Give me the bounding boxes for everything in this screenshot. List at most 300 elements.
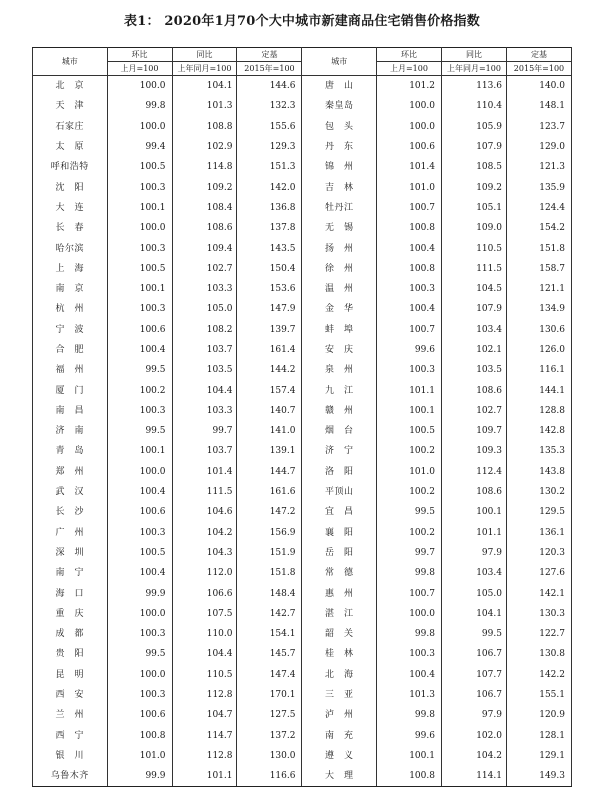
table-row: [33, 543, 572, 563]
left-base-cell: 150.4: [237, 259, 302, 279]
left-mom-cell: 99.5: [107, 360, 172, 380]
right-base-cell: 142.8: [506, 421, 571, 441]
right-mom-cell: 99.6: [376, 726, 441, 746]
left-yoy-cell: 108.2: [172, 320, 237, 340]
right-yoy-cell: 113.6: [441, 76, 506, 97]
right-mom-cell: 101.1: [376, 380, 441, 400]
right-mom-cell: 100.8: [376, 259, 441, 279]
header-yoy-right: 同比: [441, 48, 506, 62]
left-yoy-cell: 103.7: [172, 340, 237, 360]
right-yoy-cell: 112.4: [441, 462, 506, 482]
table-row: [33, 137, 572, 157]
right-mom-cell: 101.2: [376, 76, 441, 97]
table-row: [33, 563, 572, 583]
right-mom-cell: 101.0: [376, 462, 441, 482]
left-mom-cell: 100.3: [107, 177, 172, 197]
right-yoy-cell: 110.5: [441, 238, 506, 258]
right-base-cell: 128.1: [506, 726, 571, 746]
right-yoy-cell: 104.5: [441, 279, 506, 299]
right-city-cell: 三 亚: [302, 685, 377, 705]
left-yoy-cell: 112.0: [172, 563, 237, 583]
right-mom-cell: 100.2: [376, 441, 441, 461]
right-yoy-cell: 108.6: [441, 482, 506, 502]
left-yoy-cell: 104.1: [172, 76, 237, 97]
left-mom-cell: 100.5: [107, 543, 172, 563]
left-yoy-cell: 107.5: [172, 604, 237, 624]
left-base-cell: 144.6: [237, 76, 302, 97]
table-row: [33, 340, 572, 360]
header-mom-sub-right: 上月=100: [376, 62, 441, 76]
right-city-cell: 泸 州: [302, 705, 377, 725]
table-row: [33, 502, 572, 522]
left-city-cell: 深 圳: [33, 543, 108, 563]
left-city-cell: 济 南: [33, 421, 108, 441]
table-row: [33, 279, 572, 299]
left-yoy-cell: 111.5: [172, 482, 237, 502]
right-mom-cell: 99.7: [376, 543, 441, 563]
right-city-cell: 蚌 埠: [302, 320, 377, 340]
right-base-cell: 142.1: [506, 583, 571, 603]
right-mom-cell: 100.6: [376, 137, 441, 157]
left-yoy-cell: 101.1: [172, 766, 237, 787]
right-yoy-cell: 102.7: [441, 401, 506, 421]
right-base-cell: 135.3: [506, 441, 571, 461]
left-mom-cell: 100.1: [107, 279, 172, 299]
left-city-cell: 西 宁: [33, 726, 108, 746]
right-base-cell: 154.2: [506, 218, 571, 238]
left-mom-cell: 99.5: [107, 644, 172, 664]
left-base-cell: 147.2: [237, 502, 302, 522]
left-yoy-cell: 99.7: [172, 421, 237, 441]
right-mom-cell: 99.5: [376, 502, 441, 522]
left-base-cell: 136.8: [237, 198, 302, 218]
right-base-cell: 120.3: [506, 543, 571, 563]
right-city-cell: 济 宁: [302, 441, 377, 461]
left-yoy-cell: 103.3: [172, 279, 237, 299]
left-base-cell: 142.0: [237, 177, 302, 197]
right-mom-cell: 100.1: [376, 401, 441, 421]
right-city-cell: 无 锡: [302, 218, 377, 238]
right-yoy-cell: 102.1: [441, 340, 506, 360]
table-row: [33, 482, 572, 502]
right-mom-cell: 99.8: [376, 624, 441, 644]
left-city-cell: 广 州: [33, 523, 108, 543]
right-mom-cell: 100.5: [376, 421, 441, 441]
left-mom-cell: 100.1: [107, 198, 172, 218]
right-mom-cell: 100.1: [376, 746, 441, 766]
left-city-cell: 成 都: [33, 624, 108, 644]
left-mom-cell: 100.6: [107, 705, 172, 725]
left-base-cell: 161.4: [237, 340, 302, 360]
right-city-cell: 北 海: [302, 665, 377, 685]
left-yoy-cell: 102.7: [172, 259, 237, 279]
table-body: [33, 76, 572, 787]
left-base-cell: 116.6: [237, 766, 302, 787]
left-city-cell: 昆 明: [33, 665, 108, 685]
right-city-cell: 泉 州: [302, 360, 377, 380]
left-city-cell: 沈 阳: [33, 177, 108, 197]
right-city-cell: 金 华: [302, 299, 377, 319]
left-mom-cell: 100.0: [107, 462, 172, 482]
left-yoy-cell: 112.8: [172, 685, 237, 705]
left-base-cell: 144.2: [237, 360, 302, 380]
right-city-cell: 南 充: [302, 726, 377, 746]
right-base-cell: 124.4: [506, 198, 571, 218]
right-mom-cell: 99.8: [376, 563, 441, 583]
right-mom-cell: 100.8: [376, 218, 441, 238]
left-mom-cell: 101.0: [107, 746, 172, 766]
left-yoy-cell: 104.7: [172, 705, 237, 725]
table-row: [33, 583, 572, 603]
left-mom-cell: 99.9: [107, 766, 172, 787]
left-mom-cell: 100.0: [107, 218, 172, 238]
right-mom-cell: 100.2: [376, 523, 441, 543]
table-row: [33, 238, 572, 258]
right-yoy-cell: 104.2: [441, 746, 506, 766]
left-city-cell: 长 春: [33, 218, 108, 238]
right-yoy-cell: 106.7: [441, 644, 506, 664]
left-base-cell: 151.9: [237, 543, 302, 563]
table-row: [33, 726, 572, 746]
left-base-cell: 142.7: [237, 604, 302, 624]
left-base-cell: 154.1: [237, 624, 302, 644]
right-yoy-cell: 109.3: [441, 441, 506, 461]
left-mom-cell: 100.0: [107, 665, 172, 685]
right-yoy-cell: 107.9: [441, 137, 506, 157]
left-city-cell: 呼和浩特: [33, 157, 108, 177]
right-base-cell: 116.1: [506, 360, 571, 380]
right-yoy-cell: 114.1: [441, 766, 506, 787]
left-city-cell: 天 津: [33, 96, 108, 116]
right-city-cell: 韶 关: [302, 624, 377, 644]
right-base-cell: 155.1: [506, 685, 571, 705]
right-city-cell: 温 州: [302, 279, 377, 299]
left-base-cell: 143.5: [237, 238, 302, 258]
left-mom-cell: 100.0: [107, 604, 172, 624]
right-mom-cell: 100.7: [376, 320, 441, 340]
right-base-cell: 158.7: [506, 259, 571, 279]
left-city-cell: 大 连: [33, 198, 108, 218]
right-city-cell: 唐 山: [302, 76, 377, 97]
header-yoy-sub-left: 上年同月=100: [172, 62, 237, 76]
left-yoy-cell: 108.8: [172, 117, 237, 137]
left-mom-cell: 100.6: [107, 502, 172, 522]
right-mom-cell: 100.7: [376, 198, 441, 218]
left-mom-cell: 100.2: [107, 380, 172, 400]
price-index-table: [32, 47, 572, 787]
table-row: [33, 320, 572, 340]
right-city-cell: 锦 州: [302, 157, 377, 177]
left-base-cell: 148.4: [237, 583, 302, 603]
right-base-cell: 140.0: [506, 76, 571, 97]
left-base-cell: 132.3: [237, 96, 302, 116]
table-row: [33, 462, 572, 482]
right-mom-cell: 99.6: [376, 340, 441, 360]
right-city-cell: 吉 林: [302, 177, 377, 197]
left-city-cell: 福 州: [33, 360, 108, 380]
right-yoy-cell: 97.9: [441, 705, 506, 725]
right-yoy-cell: 103.4: [441, 320, 506, 340]
right-mom-cell: 100.2: [376, 482, 441, 502]
left-base-cell: 157.4: [237, 380, 302, 400]
table-row: [33, 665, 572, 685]
left-yoy-cell: 109.4: [172, 238, 237, 258]
table-row: [33, 421, 572, 441]
left-mom-cell: 100.3: [107, 401, 172, 421]
left-city-cell: 武 汉: [33, 482, 108, 502]
left-yoy-cell: 102.9: [172, 137, 237, 157]
left-base-cell: 170.1: [237, 685, 302, 705]
left-mom-cell: 99.9: [107, 583, 172, 603]
table-row: [33, 523, 572, 543]
right-base-cell: 135.9: [506, 177, 571, 197]
table-row: [33, 198, 572, 218]
right-yoy-cell: 110.4: [441, 96, 506, 116]
left-base-cell: 147.4: [237, 665, 302, 685]
left-city-cell: 乌鲁木齐: [33, 766, 108, 787]
left-city-cell: 海 口: [33, 583, 108, 603]
right-yoy-cell: 105.1: [441, 198, 506, 218]
left-yoy-cell: 110.5: [172, 665, 237, 685]
left-yoy-cell: 110.0: [172, 624, 237, 644]
table-row: [33, 157, 572, 177]
right-city-cell: 平顶山: [302, 482, 377, 502]
table-title: 表1： 2020年1月70个大中城市新建商品住宅销售价格指数: [124, 14, 480, 29]
header-base-left: 定基: [237, 48, 302, 62]
header-base-right: 定基: [506, 48, 571, 62]
left-mom-cell: 100.4: [107, 340, 172, 360]
right-yoy-cell: 108.5: [441, 157, 506, 177]
left-city-cell: 长 沙: [33, 502, 108, 522]
right-city-cell: 丹 东: [302, 137, 377, 157]
left-mom-cell: 100.0: [107, 117, 172, 137]
left-city-cell: 上 海: [33, 259, 108, 279]
left-city-cell: 西 安: [33, 685, 108, 705]
left-base-cell: 145.7: [237, 644, 302, 664]
right-base-cell: 148.1: [506, 96, 571, 116]
right-city-cell: 安 庆: [302, 340, 377, 360]
right-city-cell: 大 理: [302, 766, 377, 787]
right-base-cell: 143.8: [506, 462, 571, 482]
right-city-cell: 九 江: [302, 380, 377, 400]
right-city-cell: 赣 州: [302, 401, 377, 421]
right-base-cell: 120.9: [506, 705, 571, 725]
right-mom-cell: 101.0: [376, 177, 441, 197]
table-row: [33, 299, 572, 319]
right-mom-cell: 101.4: [376, 157, 441, 177]
left-yoy-cell: 103.7: [172, 441, 237, 461]
table-row: [33, 604, 572, 624]
left-city-cell: 厦 门: [33, 380, 108, 400]
table-row: [33, 746, 572, 766]
right-city-cell: 徐 州: [302, 259, 377, 279]
right-base-cell: 126.0: [506, 340, 571, 360]
table-row: [33, 624, 572, 644]
left-mom-cell: 99.4: [107, 137, 172, 157]
left-city-cell: 南 宁: [33, 563, 108, 583]
right-base-cell: 121.1: [506, 279, 571, 299]
right-base-cell: 151.8: [506, 238, 571, 258]
left-yoy-cell: 109.2: [172, 177, 237, 197]
right-base-cell: 130.2: [506, 482, 571, 502]
right-yoy-cell: 107.9: [441, 299, 506, 319]
right-base-cell: 130.8: [506, 644, 571, 664]
right-base-cell: 134.9: [506, 299, 571, 319]
left-mom-cell: 100.4: [107, 563, 172, 583]
left-base-cell: 151.3: [237, 157, 302, 177]
right-city-cell: 岳 阳: [302, 543, 377, 563]
left-city-cell: 哈尔滨: [33, 238, 108, 258]
right-base-cell: 123.7: [506, 117, 571, 137]
right-mom-cell: 100.0: [376, 117, 441, 137]
left-city-cell: 宁 波: [33, 320, 108, 340]
right-yoy-cell: 108.6: [441, 380, 506, 400]
table-row: [33, 644, 572, 664]
right-city-cell: 烟 台: [302, 421, 377, 441]
table-row: [33, 96, 572, 116]
right-yoy-cell: 102.0: [441, 726, 506, 746]
left-mom-cell: 100.1: [107, 441, 172, 461]
header-mom-sub-left: 上月=100: [107, 62, 172, 76]
right-city-cell: 惠 州: [302, 583, 377, 603]
header-yoy-sub-right: 上年同月=100: [441, 62, 506, 76]
header-yoy-left: 同比: [172, 48, 237, 62]
right-yoy-cell: 109.0: [441, 218, 506, 238]
right-base-cell: 127.6: [506, 563, 571, 583]
table-row: [33, 685, 572, 705]
left-mom-cell: 100.8: [107, 726, 172, 746]
left-base-cell: 137.2: [237, 726, 302, 746]
table-row: [33, 401, 572, 421]
left-mom-cell: 100.0: [107, 76, 172, 97]
header-mom-left: 环比: [107, 48, 172, 62]
table-row: [33, 380, 572, 400]
left-city-cell: 兰 州: [33, 705, 108, 725]
right-city-cell: 宜 昌: [302, 502, 377, 522]
right-yoy-cell: 109.7: [441, 421, 506, 441]
left-yoy-cell: 106.6: [172, 583, 237, 603]
right-base-cell: 130.6: [506, 320, 571, 340]
left-base-cell: 140.7: [237, 401, 302, 421]
left-mom-cell: 100.3: [107, 685, 172, 705]
left-mom-cell: 100.5: [107, 259, 172, 279]
left-mom-cell: 99.5: [107, 421, 172, 441]
left-yoy-cell: 104.4: [172, 380, 237, 400]
right-mom-cell: 100.3: [376, 279, 441, 299]
right-city-cell: 襄 阳: [302, 523, 377, 543]
right-city-cell: 桂 林: [302, 644, 377, 664]
left-base-cell: 156.9: [237, 523, 302, 543]
left-city-cell: 合 肥: [33, 340, 108, 360]
left-mom-cell: 100.6: [107, 320, 172, 340]
header-city-left: 城市: [33, 48, 108, 76]
left-yoy-cell: 103.3: [172, 401, 237, 421]
left-base-cell: 129.3: [237, 137, 302, 157]
left-city-cell: 杭 州: [33, 299, 108, 319]
right-mom-cell: 100.3: [376, 644, 441, 664]
left-base-cell: 151.8: [237, 563, 302, 583]
left-yoy-cell: 105.0: [172, 299, 237, 319]
left-yoy-cell: 101.4: [172, 462, 237, 482]
left-city-cell: 重 庆: [33, 604, 108, 624]
right-base-cell: 122.7: [506, 624, 571, 644]
left-mom-cell: 100.5: [107, 157, 172, 177]
left-base-cell: 139.1: [237, 441, 302, 461]
left-city-cell: 太 原: [33, 137, 108, 157]
left-mom-cell: 100.4: [107, 482, 172, 502]
left-yoy-cell: 104.2: [172, 523, 237, 543]
right-base-cell: 121.3: [506, 157, 571, 177]
right-yoy-cell: 101.1: [441, 523, 506, 543]
left-base-cell: 147.9: [237, 299, 302, 319]
left-base-cell: 144.7: [237, 462, 302, 482]
left-city-cell: 银 川: [33, 746, 108, 766]
table-row: [33, 766, 572, 787]
left-base-cell: 161.6: [237, 482, 302, 502]
left-yoy-cell: 104.6: [172, 502, 237, 522]
left-yoy-cell: 108.6: [172, 218, 237, 238]
left-yoy-cell: 104.4: [172, 644, 237, 664]
right-mom-cell: 100.4: [376, 299, 441, 319]
right-city-cell: 牡丹江: [302, 198, 377, 218]
left-base-cell: 127.5: [237, 705, 302, 725]
right-mom-cell: 100.4: [376, 665, 441, 685]
right-base-cell: 130.3: [506, 604, 571, 624]
left-city-cell: 石家庄: [33, 117, 108, 137]
header-city-right: 城市: [302, 48, 377, 76]
left-yoy-cell: 108.4: [172, 198, 237, 218]
right-city-cell: 扬 州: [302, 238, 377, 258]
table-row: [33, 360, 572, 380]
left-yoy-cell: 103.5: [172, 360, 237, 380]
left-yoy-cell: 114.8: [172, 157, 237, 177]
right-base-cell: 128.8: [506, 401, 571, 421]
right-mom-cell: 100.7: [376, 583, 441, 603]
left-city-cell: 北 京: [33, 76, 108, 97]
left-mom-cell: 100.3: [107, 238, 172, 258]
right-yoy-cell: 105.9: [441, 117, 506, 137]
right-mom-cell: 100.0: [376, 96, 441, 116]
right-base-cell: 142.2: [506, 665, 571, 685]
right-yoy-cell: 111.5: [441, 259, 506, 279]
right-mom-cell: 100.3: [376, 360, 441, 380]
left-city-cell: 贵 阳: [33, 644, 108, 664]
table-row: [33, 177, 572, 197]
table-row: [33, 441, 572, 461]
right-mom-cell: 100.0: [376, 604, 441, 624]
table-row: [33, 117, 572, 137]
left-city-cell: 青 岛: [33, 441, 108, 461]
left-city-cell: 南 京: [33, 279, 108, 299]
table-row: [33, 218, 572, 238]
right-city-cell: 遵 义: [302, 746, 377, 766]
left-base-cell: 137.8: [237, 218, 302, 238]
right-mom-cell: 99.8: [376, 705, 441, 725]
left-yoy-cell: 101.3: [172, 96, 237, 116]
right-yoy-cell: 103.4: [441, 563, 506, 583]
header-base-sub-left: 2015年=100: [237, 62, 302, 76]
left-base-cell: 130.0: [237, 746, 302, 766]
left-base-cell: 155.6: [237, 117, 302, 137]
left-yoy-cell: 104.3: [172, 543, 237, 563]
right-base-cell: 136.1: [506, 523, 571, 543]
left-yoy-cell: 114.7: [172, 726, 237, 746]
left-mom-cell: 100.3: [107, 523, 172, 543]
right-base-cell: 149.3: [506, 766, 571, 787]
header-base-sub-right: 2015年=100: [506, 62, 571, 76]
right-yoy-cell: 97.9: [441, 543, 506, 563]
right-base-cell: 129.1: [506, 746, 571, 766]
